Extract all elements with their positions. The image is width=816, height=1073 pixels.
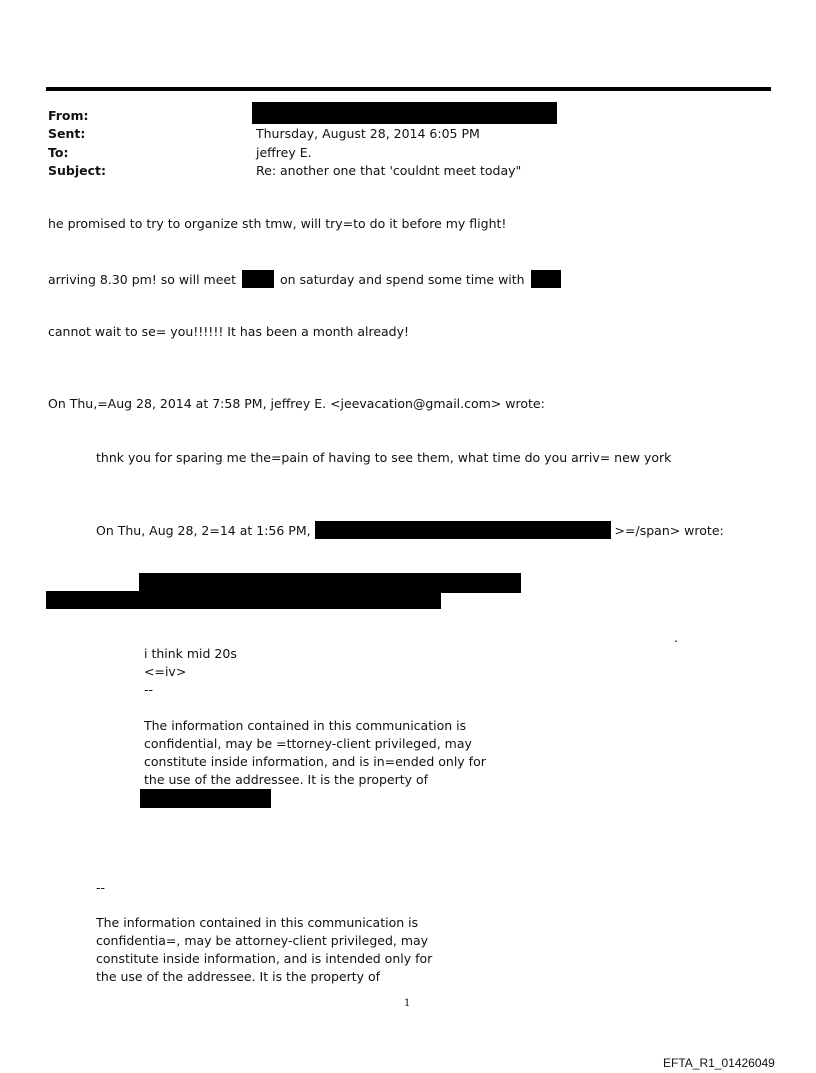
from-label: From:	[48, 108, 89, 123]
property-owner-redaction	[140, 789, 271, 808]
sent-value: Thursday, August 28, 2014 6:05 PM	[256, 126, 480, 141]
quote-1-body: thnk you for sparing me the=pain of having to see them, what time do you arriv= new york	[96, 450, 672, 465]
sender-redaction	[315, 521, 611, 539]
disclaimer-1	[144, 717, 486, 789]
nested-line-3: --	[144, 682, 154, 697]
line-redaction	[46, 591, 441, 609]
disclaimer-2-line: constitute inside information, and is intended only for	[96, 951, 433, 966]
to-value: jeffrey E.	[256, 145, 312, 160]
name-redaction	[531, 270, 561, 288]
stray-dot: .	[674, 630, 678, 645]
disclaimer-2	[96, 914, 432, 986]
document-id: EFTA_R1_01426049	[663, 1056, 775, 1070]
page-number: 1	[404, 998, 411, 1009]
body-line-2-part-1: arriving 8.30 pm! so will meet	[48, 272, 237, 287]
quote-2-header-prefix: On Thu, Aug 28, 2=14 at 1:56 PM,	[96, 523, 311, 538]
quote-1-header: On Thu,=Aug 28, 2014 at 7:58 PM, jeffrey E. <jeevacation@gmail.com> wrote:	[48, 396, 545, 411]
quote-2-header	[96, 521, 724, 539]
disclaimer-2-line: the use of the addressee. It is the property of	[96, 969, 381, 984]
body-line-3: cannot wait to se= you!!!!!! It has been a month already!	[48, 324, 410, 339]
sent-label: Sent:	[48, 126, 86, 141]
nested-line-1: i think mid 20s	[144, 646, 237, 661]
disclaimer-2-line: The information contained in this communication is	[96, 915, 419, 930]
disclaimer-1-line: The information contained in this communication is	[144, 718, 467, 733]
from-value-redaction	[252, 102, 557, 124]
signature-dash: --	[96, 880, 106, 895]
disclaimer-1-line: the use of the addressee. It is the property of	[144, 772, 429, 787]
body-line-2-part-2: on saturday and spend some time with	[279, 272, 525, 287]
quote-2-header-suffix: >=/span> wrote:	[614, 523, 724, 538]
line-redaction	[139, 573, 521, 593]
disclaimer-1-line: confidential, may be =ttorney-client privileged, may	[144, 736, 472, 751]
name-redaction	[242, 270, 274, 288]
subject-label: Subject:	[48, 163, 106, 178]
header-rule	[46, 87, 771, 91]
disclaimer-1-line: constitute inside information, and is in=ended only for	[144, 754, 486, 769]
disclaimer-2-line: confidentia=, may be attorney-client privileged, may	[96, 933, 429, 948]
to-label: To:	[48, 145, 69, 160]
body-line-1: he promised to try to organize sth tmw, will try=to do it before my flight!	[48, 216, 507, 231]
nested-line-2: <=iv>	[144, 664, 187, 679]
body-line-2	[48, 270, 561, 288]
subject-value: Re: another one that 'couldnt meet today"	[256, 163, 522, 178]
